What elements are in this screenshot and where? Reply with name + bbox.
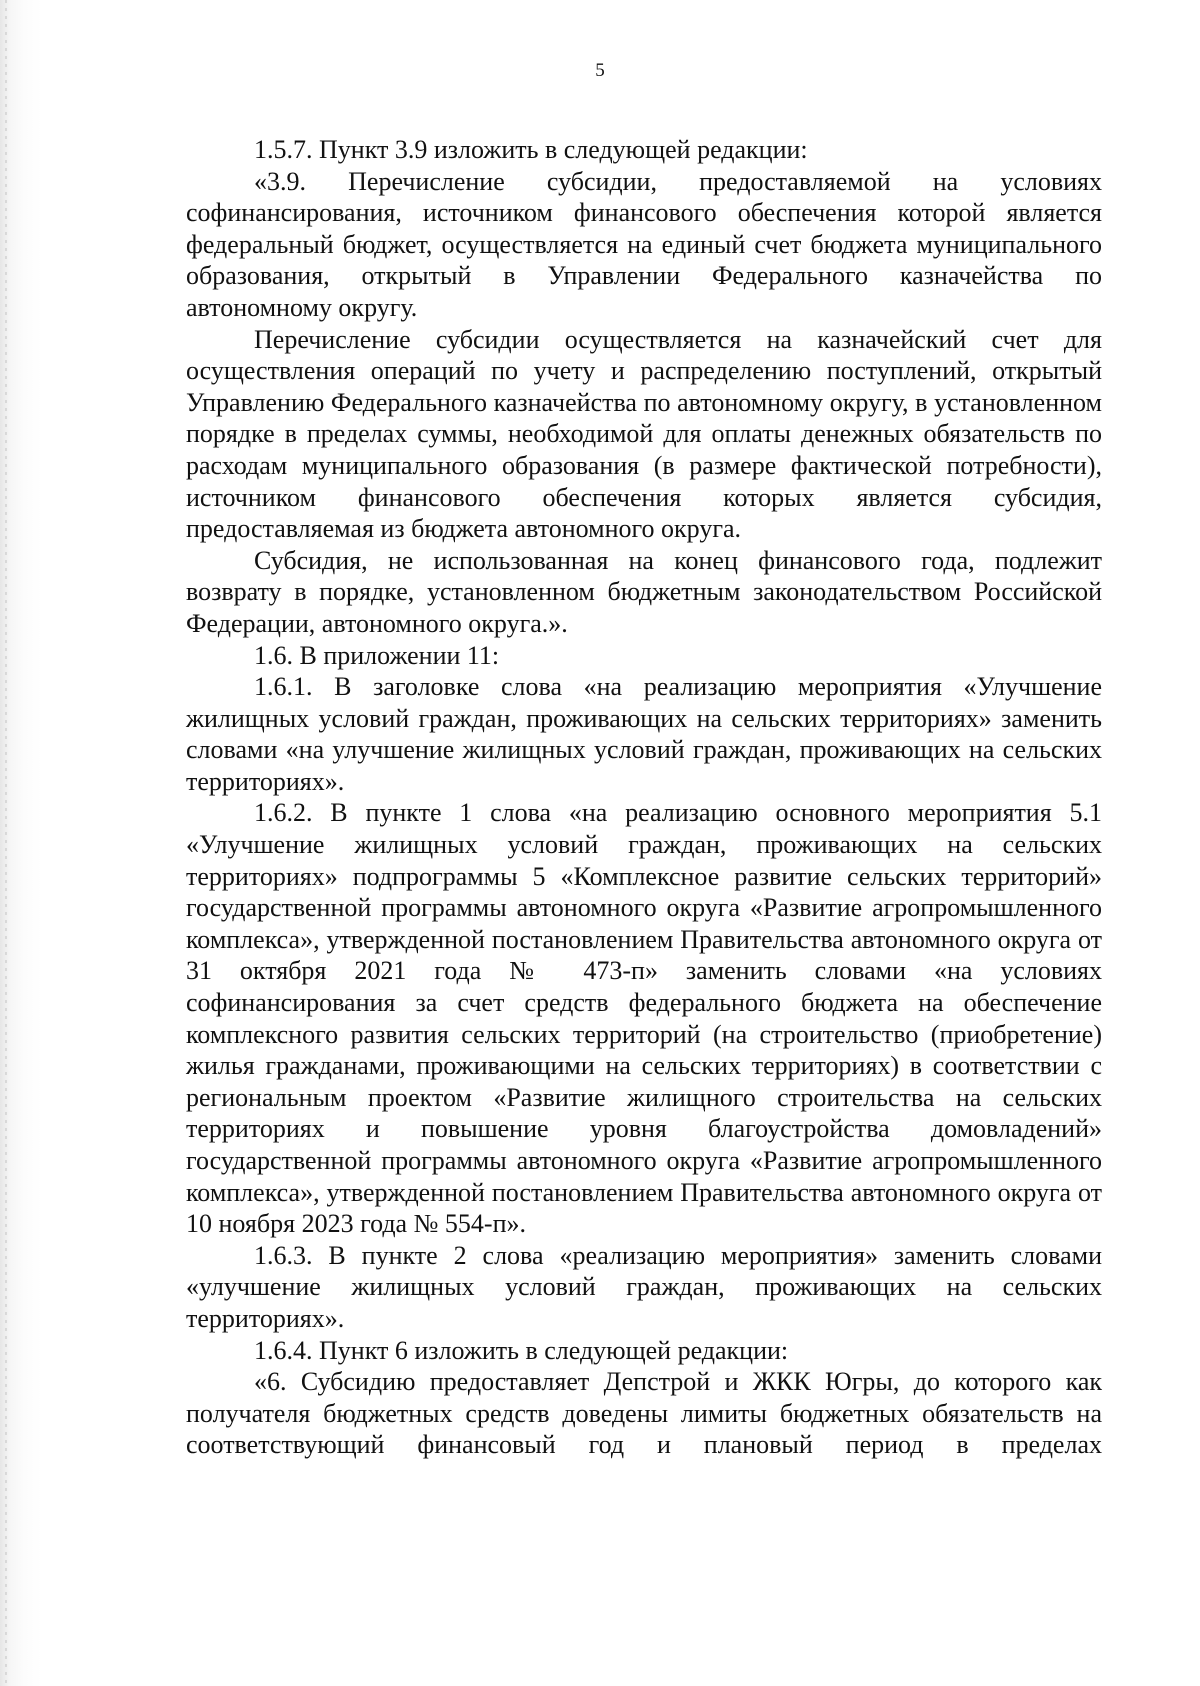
scan-edge-shadow [0, 0, 42, 1686]
paragraph-1-6-2: 1.6.2. В пункте 1 слова «на реализацию основного мероприятия 5.1 «Улучшение жилищных условий граждан, проживающих на сельских территориях» подпрограммы 5 «Комплексное развитие сельских территорий» государственной программы автономного округа «Развитие агропромышленного комплекса», утвержденной постановлением Правительства автономного округа от 31 октября 2021 года № 473-п» заменить словами «на условиях софинансирования за счет средств федерального бюджета на обеспечение комплексного развития сельских территорий (на строительство (приобретение) жилья гражданами, проживающими на сельских территориях) в соответствии с региональным проектом «Развитие жилищного строительства на сельских территориях и повышение уровня благоустройства домовладений» государственной программы автономного округа «Развитие агропромышленного комплекса», утвержденной постановлением Правительства автономного округа от 10 ноября 2023 года № 554-п». [186, 798, 1102, 1239]
page-number: 5 [595, 60, 605, 81]
document-body [186, 134, 1102, 1461]
paragraph-1-5-7: 1.5.7. Пункт 3.9 изложить в следующей редакции: [254, 135, 808, 164]
paragraph-1-6-1: 1.6.1. В заголовке слова «на реализацию мероприятия «Улучшение жилищных условий граждан, проживающих на сельских территориях» заменить словами «на улучшение жилищных условий граждан, проживающих на сельских территориях». [186, 672, 1102, 796]
paragraph-1-6: 1.6. В приложении 11: [254, 640, 500, 670]
paragraph-1-6-3: 1.6.3. В пункте 2 слова «реализацию мероприятия» заменить словами «улучшение жилищных условий граждан, проживающих на сельских территориях». [186, 1240, 1102, 1333]
paragraph-unused-subsidy: Субсидия, не использованная на конец финансового года, подлежит возврату в порядке, установленном бюджетным законодательством Российской Федерации, автономного округа.». [186, 545, 1102, 638]
paragraph-transfer: Перечисление субсидии осуществляется на казначейский счет для осуществления операций по учету и распределению поступлений, открытый Управлению Федерального казначейства по автономному округу, в установленном порядке в пределах суммы, необходимой для оплаты денежных обязательств по расходам муниципального образования (в размере фактической потребности), источником финансового обеспечения которых является субсидия, предоставляемая из бюджета автономного округа. [186, 324, 1102, 544]
paragraph-6: «6. Субсидию предоставляет Депстрой и ЖКК Югры, до которого как получателя бюджетных средств доведены лимиты бюджетных обязательств на соответствующий финансовый год и плановый период в пределах [186, 1367, 1102, 1460]
paragraph-1-6-4: 1.6.4. Пункт 6 изложить в следующей редакции: [254, 1335, 789, 1365]
paragraph-3-9: «3.9. Перечисление субсидии, предоставляемой на условиях софинансирования, источником финансового обеспечения которой является федеральный бюджет, осуществляется на единый счет бюджета муниципального образования, открытый в Управлении Федерального казначейства по автономному округу. [186, 166, 1102, 322]
